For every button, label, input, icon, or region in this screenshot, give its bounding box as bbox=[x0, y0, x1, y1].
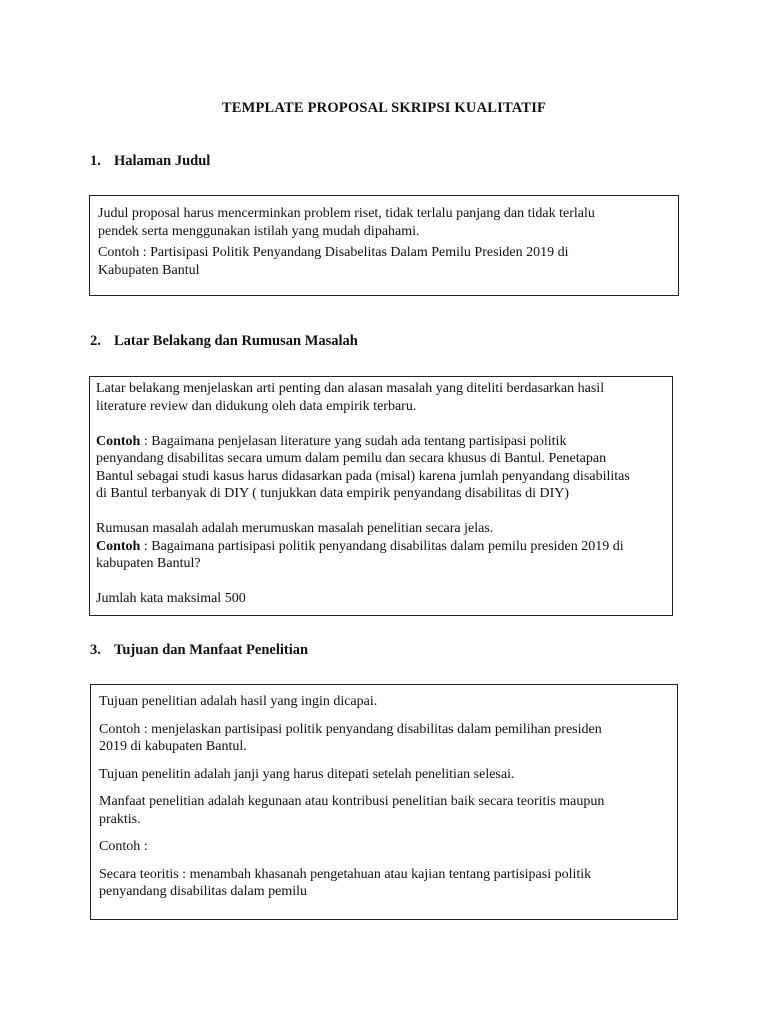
box1-line-1: Judul proposal harus mencerminkan problem riset, tidak terlalu panjang dan tidak terlalu bbox=[98, 206, 595, 221]
section-2-title: Latar Belakang dan Rumusan Masalah bbox=[114, 333, 358, 349]
section-3-heading bbox=[90, 642, 308, 659]
section-2-heading bbox=[90, 333, 358, 350]
document-title: TEMPLATE PROPOSAL SKRIPSI KUALITATIF bbox=[221, 100, 547, 116]
box2-word-limit: Jumlah kata maksimal 500 bbox=[96, 591, 246, 606]
section-3-number: 3. bbox=[90, 642, 101, 658]
box2-para4-line-1 bbox=[96, 538, 668, 556]
box2-para1-line-2: literature review dan didukung oleh data empirik terbaru. bbox=[96, 398, 417, 414]
section-1-box bbox=[89, 195, 679, 296]
contoh-label: Contoh bbox=[96, 433, 141, 449]
box2-para2-line-4: di Bantul terbanyak di DIY ( tunjukkan data empirik penyandang disabilitas di DIY) bbox=[96, 486, 570, 501]
box2-para3: Rumusan masalah adalah merumuskan masalah penelitian secara jelas. bbox=[96, 521, 494, 536]
box3-p5: Contoh : bbox=[99, 839, 148, 854]
section-3-box bbox=[90, 684, 678, 920]
box3-p1: Tujuan penelitian adalah hasil yang ingin dicapai. bbox=[99, 694, 378, 709]
box3-p4-line-2: praktis. bbox=[99, 811, 141, 827]
box3-p2-line-1: Contoh : menjelaskan partisipasi politik penyandang disabilitas dalam pemilihan presiden bbox=[99, 721, 602, 737]
section-1-number: 1. bbox=[90, 153, 101, 169]
box1-line-2: pendek serta menggunakan istilah yang mudah dipahami. bbox=[98, 223, 420, 239]
section-1-title: Halaman Judul bbox=[114, 153, 211, 169]
box2-para2-line-3: Bantul sebagai studi kasus harus didasarkan pada (misal) karena jumlah penyandang disabilitas bbox=[96, 468, 630, 484]
contoh-label-2: Contoh bbox=[96, 538, 141, 554]
box2-para2-first: : Bagaimana penjelasan literature yang sudah ada tentang partisipasi politik bbox=[140, 433, 567, 449]
box2-para2-line-1 bbox=[96, 433, 668, 451]
box2-para1-line-1: Latar belakang menjelaskan arti penting dan alasan masalah yang diteliti berdasarkan hasil bbox=[96, 381, 605, 396]
box3-p4-line-1: Manfaat penelitian adalah kegunaan atau kontribusi penelitian baik secara teoritis maupun bbox=[99, 794, 605, 809]
box3-p3: Tujuan penelitin adalah janji yang harus ditepati setelah penelitian selesai. bbox=[99, 766, 515, 782]
section-3-title: Tujuan dan Manfaat Penelitian bbox=[114, 642, 309, 658]
box3-p2-line-2: 2019 di kabupaten Bantul. bbox=[99, 739, 247, 754]
section-2-number: 2. bbox=[90, 333, 101, 349]
box2-para2-line-2: penyandang disabilitas secara umum dalam pemilu dan secara khusus di Bantul. Penetapan bbox=[96, 451, 607, 466]
box1-line-3: Contoh : Partisipasi Politik Penyandang Disabelitas Dalam Pemilu Presiden 2019 di bbox=[98, 245, 569, 260]
box2-para4-line-2: kabupaten Bantul? bbox=[96, 556, 201, 571]
box2-para4-first: : Bagaimana partisipasi politik penyandang disabilitas dalam pemilu presiden 2019 di bbox=[140, 538, 624, 554]
box3-p6-line-2: penyandang disabilitas dalam pemilu bbox=[99, 884, 308, 899]
box3-p6-line-1: Secara teoritis : menambah khasanah pengetahuan atau kajian tentang partisipasi politik bbox=[99, 866, 592, 882]
section-2-box bbox=[89, 376, 673, 616]
box1-line-4: Kabupaten Bantul bbox=[98, 262, 200, 278]
section-1-heading bbox=[90, 153, 210, 170]
